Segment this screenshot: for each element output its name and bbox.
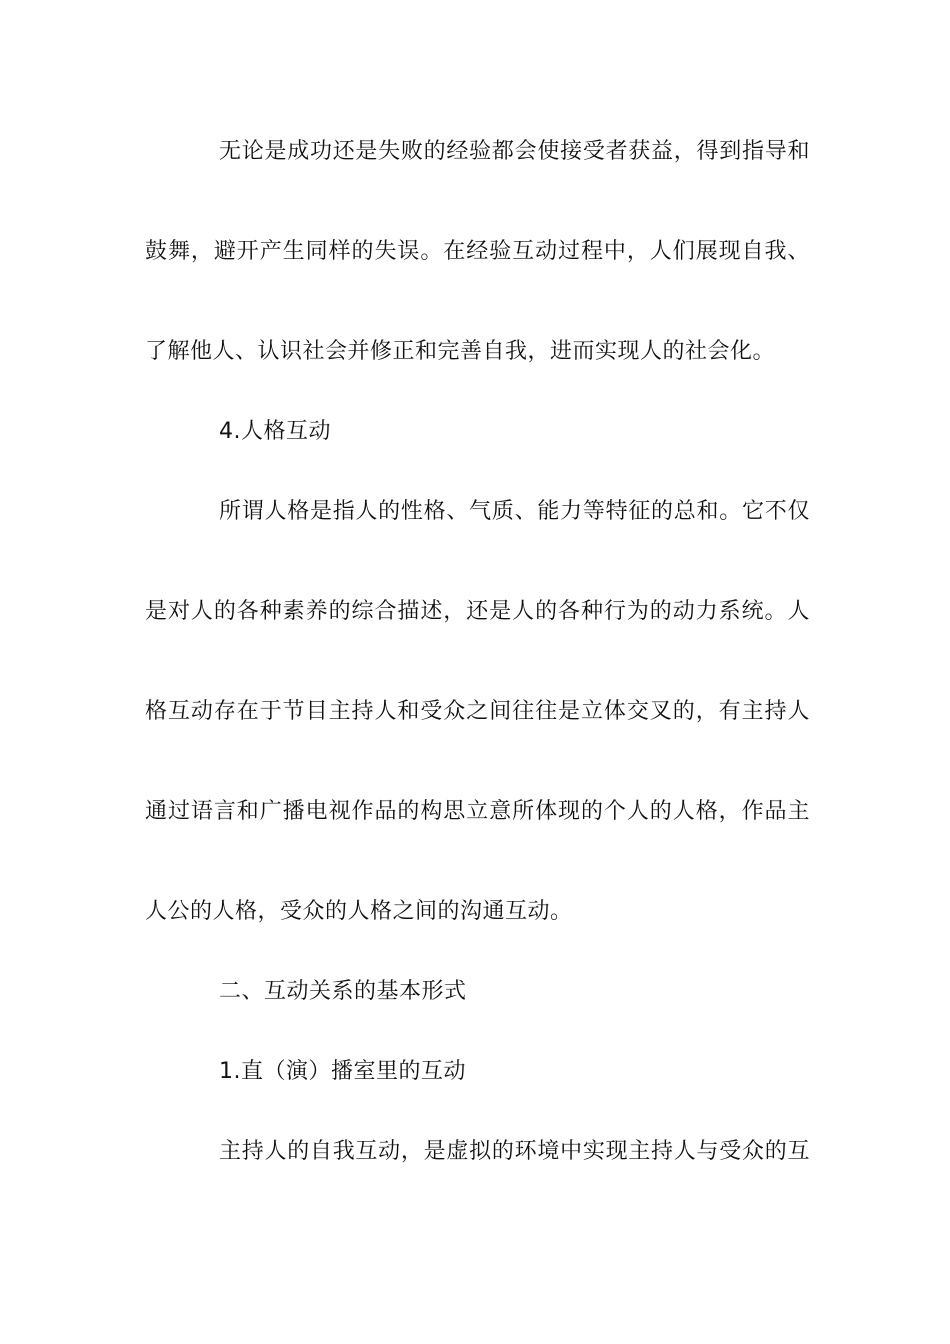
paragraph-line: 主持人的自我互动，是虚拟的环境中实现主持人与受众的互: [219, 1139, 810, 1164]
section-heading: 4.人格互动: [219, 419, 331, 444]
paragraph-line: 格互动存在于节目主持人和受众之间往往是立体交叉的，有主持人: [145, 699, 810, 724]
paragraph-line: 了解他人、认识社会并修正和完善自我，进而实现人的社会化。: [145, 339, 776, 364]
paragraph-line: 人公的人格，受众的人格之间的沟通互动。: [145, 899, 573, 924]
paragraph-line: 鼓舞，避开产生同样的失误。在经验互动过程中，人们展现自我、: [145, 239, 810, 264]
subsection-heading: 1.直（演）播室里的互动: [219, 1059, 466, 1084]
section-heading: 二、互动关系的基本形式: [219, 979, 467, 1004]
paragraph-line: 通过语言和广播电视作品的构思立意所体现的个人的人格，作品主: [145, 799, 810, 824]
paragraph-line: 是对人的各种素养的综合描述，还是人的各种行为的动力系统。人: [145, 599, 810, 624]
paragraph-line: 无论是成功还是失败的经验都会使接受者获益，得到指导和: [219, 139, 810, 164]
paragraph-line: 所谓人格是指人的性格、气质、能力等特征的总和。它不仅: [219, 499, 810, 524]
